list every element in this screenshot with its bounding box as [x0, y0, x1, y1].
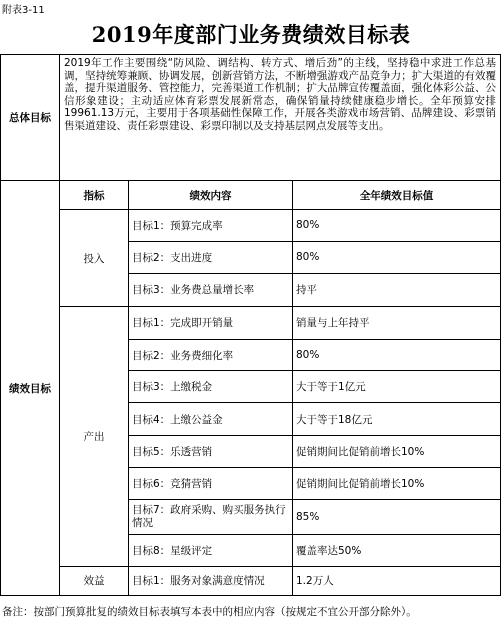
value-cell: 1.2万人	[293, 566, 501, 595]
overall-goal-row	[1, 55, 501, 181]
value-cell: 大于等于1亿元	[293, 371, 501, 403]
content-cell: 目标8：星级评定	[129, 534, 293, 566]
header-indicator: 指标	[60, 181, 129, 210]
value-cell: 80%	[293, 241, 501, 273]
header-target: 全年绩效目标值	[293, 181, 501, 210]
content-cell: 目标3：业务费总量增长率	[129, 273, 293, 306]
value-cell: 85%	[293, 499, 501, 534]
table-row	[1, 210, 501, 241]
value-cell: 持平	[293, 273, 501, 306]
overall-goal-text: 2019年工作主要围绕“防风险、调结构、转方式、增后劲”的主线，坚持稳中求进工作总基调，坚持统筹兼顾、协调发展，创新营销方法，不断增强游戏产品竞争力；扩大渠道的有效覆盖，提升渠道服务、管控能力，完善渠道工作机制；扩大品牌宣传覆盖面，强化体彩公益、公信形象建设；主动适应体育彩票发展新常态，确保销量持续健康稳步增长。全年预算安排19961.13万元，主要用于各项基础性保障工作，开展各类游戏市场营销、品牌建设、彩票销售渠道建设、责任彩票建设、彩票印制以及支持基层网点发展等支出。	[60, 55, 501, 181]
performance-goal-label: 绩效目标	[1, 181, 60, 596]
content-cell: 目标5：乐透营销	[129, 436, 293, 468]
content-cell: 目标1：预算完成率	[129, 210, 293, 241]
table-row	[1, 566, 501, 595]
content-cell: 目标6：竞猜营销	[129, 468, 293, 499]
value-cell: 促销期间比促销前增长10%	[293, 436, 501, 468]
header-row	[1, 181, 501, 210]
value-cell: 80%	[293, 210, 501, 241]
content-cell: 目标2：业务费细化率	[129, 339, 293, 370]
page-title: 2019年度部门业务费绩效目标表	[91, 22, 411, 47]
content-cell: 目标3：上缴税金	[129, 371, 293, 403]
content-cell: 目标1：完成即开销量	[129, 306, 293, 339]
performance-table	[0, 54, 501, 596]
indicator-output: 产出	[60, 306, 129, 566]
header-content: 绩效内容	[129, 181, 293, 210]
overall-goal-label: 总体目标	[1, 55, 60, 181]
table-row	[1, 306, 501, 339]
content-cell: 目标2：支出进度	[129, 241, 293, 273]
content-cell: 目标4：上缴公益金	[129, 403, 293, 436]
indicator-benefit: 效益	[60, 566, 129, 595]
annex-label: 附表3-11	[2, 5, 45, 16]
value-cell: 促销期间比促销前增长10%	[293, 468, 501, 499]
value-cell: 大于等于18亿元	[293, 403, 501, 436]
value-cell: 覆盖率达50%	[293, 534, 501, 566]
indicator-input: 投入	[60, 210, 129, 306]
footer-note: 备注：按部门预算批复的绩效目标表填写本表中的相应内容（按规定不宜公开部分除外）。	[2, 606, 417, 618]
value-cell: 销量与上年持平	[293, 306, 501, 339]
content-cell: 目标1：服务对象满意度情况	[129, 566, 293, 595]
value-cell: 80%	[293, 339, 501, 370]
content-cell: 目标7：政府采购、购买服务执行情况	[129, 499, 293, 534]
